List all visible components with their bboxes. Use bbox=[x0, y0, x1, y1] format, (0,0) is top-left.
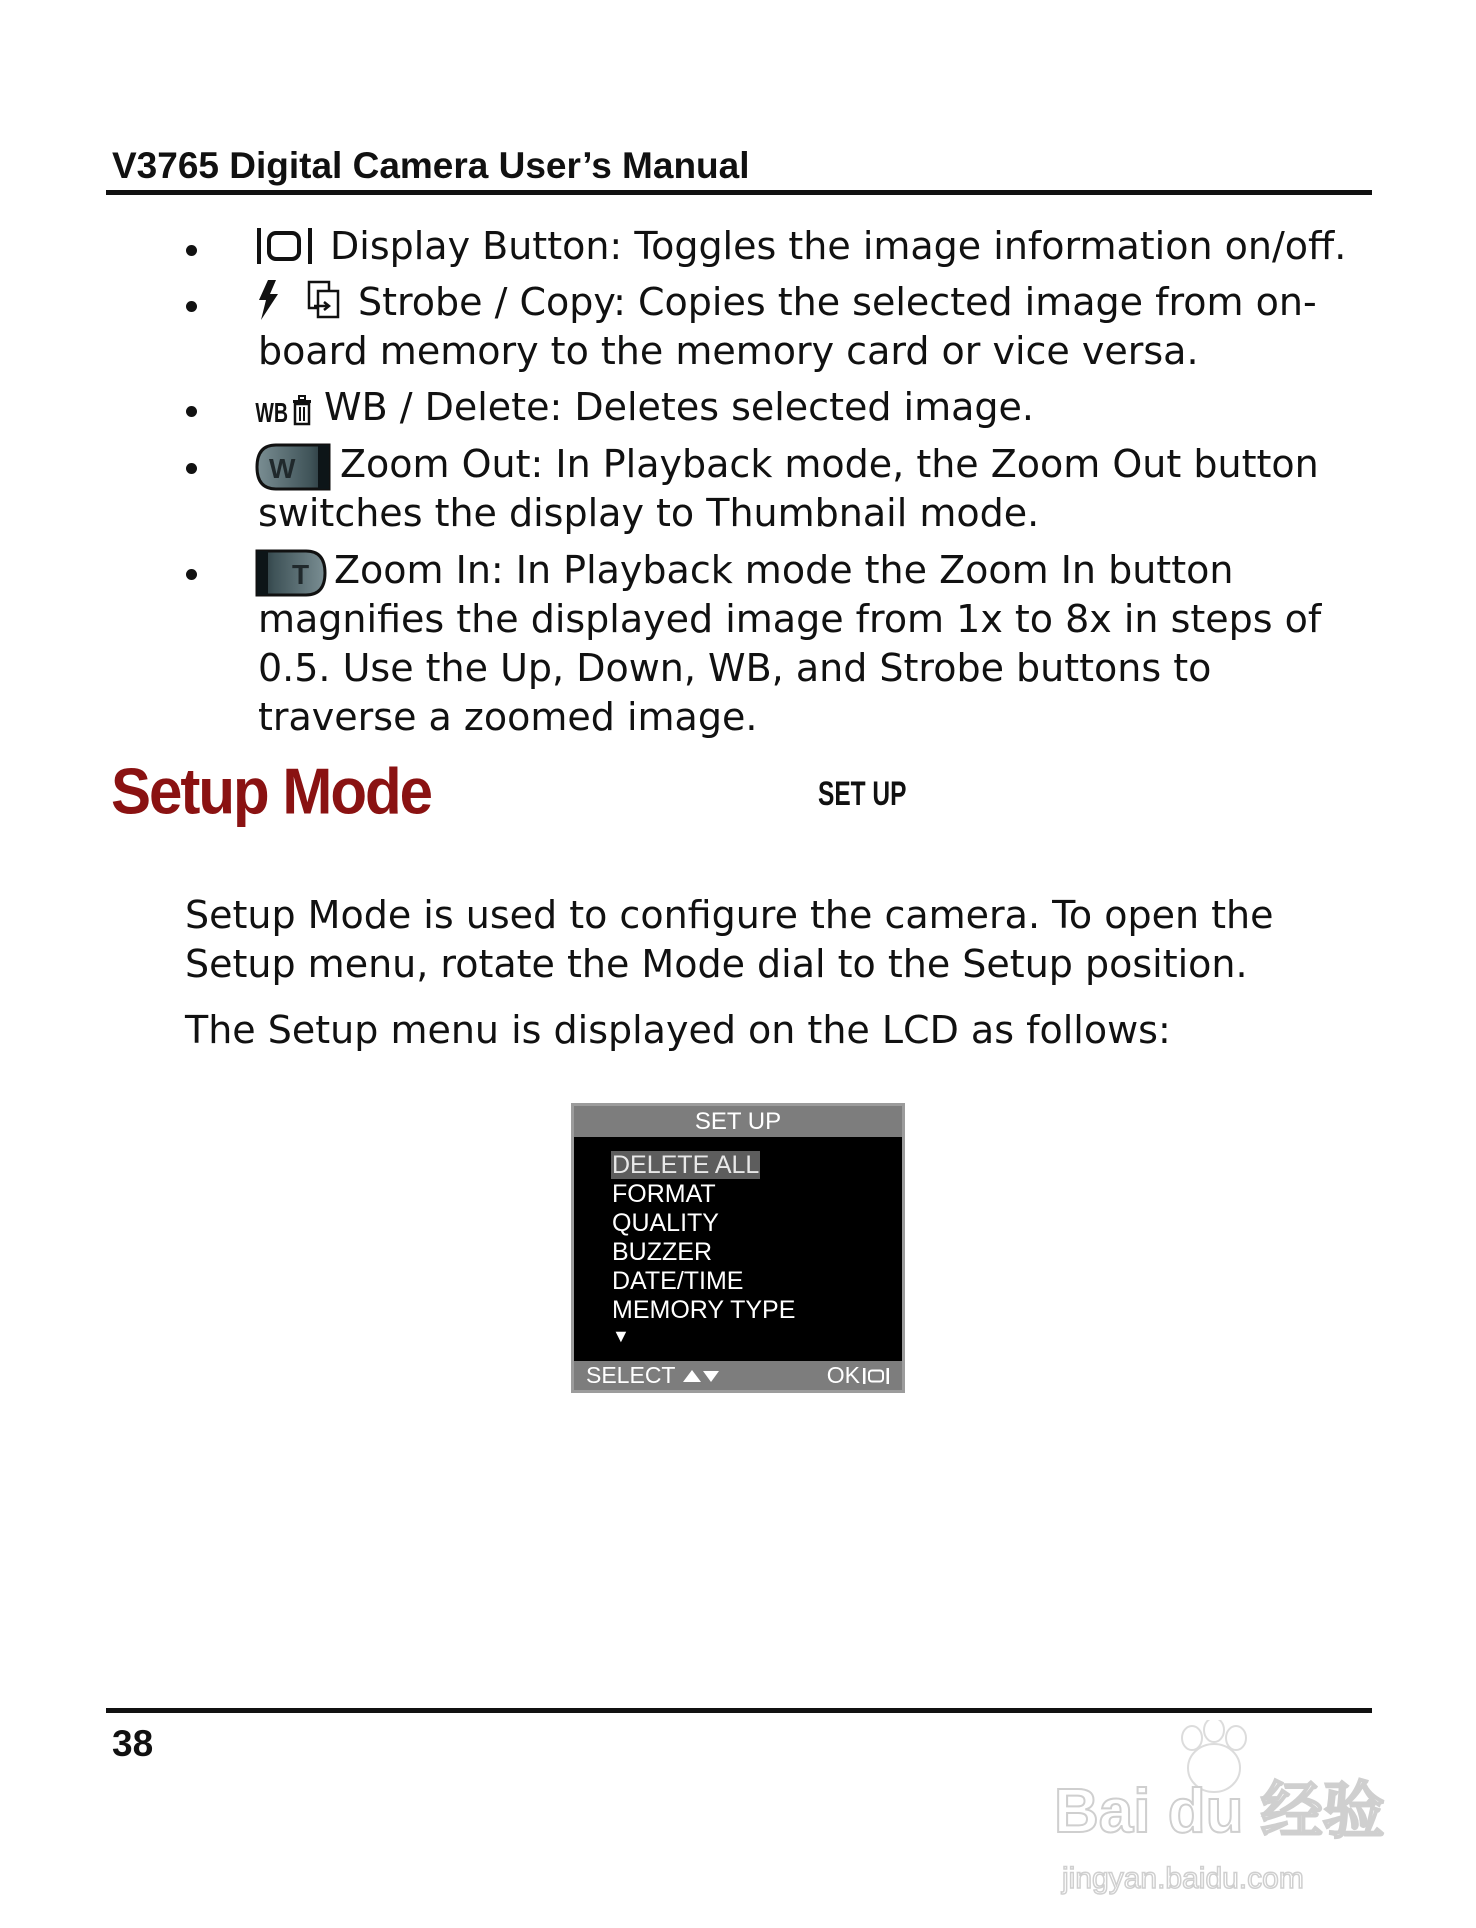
setup-intro-paragraph: Setup menu, rotate the Mode dial to the Setup position. bbox=[185, 942, 1248, 986]
bullet-zoom-in-text: 0.5. Use the Up, Down, WB, and Strobe buttons to bbox=[258, 646, 1212, 690]
wb-delete-icon bbox=[254, 390, 320, 430]
lcd-menu-item-date-time[interactable]: DATE/TIME bbox=[612, 1267, 744, 1295]
strobe-copy-icon bbox=[254, 278, 354, 324]
bullet-zoom-in-text: magnifies the displayed image from 1x to 8x in steps of bbox=[258, 597, 1322, 641]
setup-mode-dial-label: SET UP bbox=[818, 775, 907, 813]
svg-text:W: W bbox=[269, 453, 296, 484]
lcd-ok-label: OK bbox=[826, 1362, 860, 1388]
bullet-dot bbox=[186, 245, 197, 256]
lcd-select-hint bbox=[586, 1361, 721, 1390]
lcd-menu-title: SET UP bbox=[574, 1106, 902, 1137]
lcd-ok-hint bbox=[827, 1361, 860, 1390]
button-bullet-list bbox=[0, 0, 1476, 760]
lcd-menu-item-memory-type[interactable]: MEMORY TYPE bbox=[612, 1296, 796, 1324]
display-button-icon bbox=[254, 226, 320, 266]
lcd-menu-item-buzzer[interactable]: BUZZER bbox=[612, 1238, 712, 1266]
baidu-jingyan-watermark bbox=[1040, 1720, 1400, 1920]
display-button-icon bbox=[862, 1367, 890, 1385]
bullet-zoom-in-text: Zoom In: In Playback mode the Zoom In button bbox=[334, 548, 1234, 592]
bullet-dot bbox=[186, 301, 197, 312]
bullet-zoom-out-text: Zoom Out: In Playback mode, the Zoom Out button bbox=[340, 442, 1319, 486]
bullet-display-text: Display Button: Toggles the image information on/off. bbox=[330, 224, 1347, 268]
page-number: 38 bbox=[112, 1723, 154, 1764]
setup-intro-paragraph: Setup Mode is used to configure the camera. To open the bbox=[185, 893, 1274, 937]
svg-text:WB: WB bbox=[255, 397, 289, 429]
zoom-out-w-icon bbox=[254, 442, 332, 492]
manual-title: V3765 Digital Camera User’s Manual bbox=[112, 145, 750, 186]
bullet-dot bbox=[186, 569, 197, 580]
section-title: Setup Mode bbox=[111, 755, 431, 828]
bullet-dot bbox=[186, 406, 197, 417]
bullet-dot bbox=[186, 463, 197, 474]
lcd-menu-item-delete-all[interactable]: DELETE ALL bbox=[612, 1151, 760, 1179]
lcd-select-label: SELECT bbox=[586, 1362, 676, 1388]
bullet-wb-text: WB / Delete: Deletes selected image. bbox=[324, 385, 1034, 429]
svg-text:Bai du 经验: Bai du 经验 bbox=[1054, 1777, 1385, 1846]
zoom-in-t-icon bbox=[254, 548, 332, 598]
svg-text:T: T bbox=[292, 559, 310, 590]
setup-lcd-paragraph: The Setup menu is displayed on the LCD as follows: bbox=[185, 1008, 1171, 1052]
up-down-arrows-icon bbox=[681, 1368, 721, 1384]
lcd-menu-item-quality[interactable]: QUALITY bbox=[612, 1209, 719, 1237]
lcd-menu-footer bbox=[574, 1361, 902, 1390]
scroll-down-indicator-icon: ▼ bbox=[612, 1326, 630, 1346]
bullet-zoom-out-text: switches the display to Thumbnail mode. bbox=[258, 491, 1040, 535]
footer-rule bbox=[106, 1708, 1372, 1713]
bullet-strobe-text: Strobe / Copy: Copies the selected image from on- bbox=[358, 280, 1317, 324]
svg-text:jingyan.baidu.com: jingyan.baidu.com bbox=[1062, 1862, 1304, 1895]
lcd-menu-item-format[interactable]: FORMAT bbox=[612, 1180, 716, 1208]
bullet-strobe-text: board memory to the memory card or vice versa. bbox=[258, 329, 1199, 373]
bullet-zoom-in-text: traverse a zoomed image. bbox=[258, 695, 758, 739]
lcd-setup-menu bbox=[571, 1103, 905, 1393]
